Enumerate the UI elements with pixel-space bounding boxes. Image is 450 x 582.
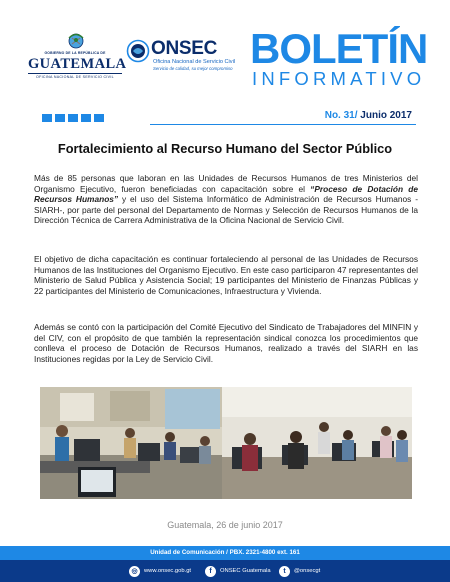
twitter-icon: t [279,566,290,577]
article-headline: Fortalecimiento al Recurso Humano del Sector Público [57,141,393,156]
facebook-text: ONSEC Guatemala [220,568,271,574]
square-ornament [81,114,91,122]
issue-info [325,110,412,121]
facebook-link[interactable] [205,565,271,577]
p1-text-b: y el uso del Sistema Informático de Administración de Recursos Humanos -SIARH-, por parte del personal del Departamento de Normas y Selección de Recursos Humanos de la Dirección Técnica de Carrera Administrativa de la Oficina Nacional de Servicio Civil. [34,194,418,226]
article-paragraph-2: El objetivo de dicha capacitación es continuar fortaleciendo al personal de las Unidades de Recursos Humanos de las Instituciones del Organismo Ejecutivo. En este caso participaron 47 representantes del Ministerio de Salud Pública y Asistencia Social; 19 participantes del Ministerio de Finanzas Públicas y 22 participantes del Ministerio de Comunicaciones, Infraestructura y Vivienda. [34,254,418,296]
onsec-logo [126,38,236,78]
square-ornament [68,114,78,122]
footer-social-bar [0,560,450,582]
gt-office-label: OFICINA NACIONAL DE SERVICIO CIVIL [28,73,122,79]
onsec-name: ONSEC [151,38,218,59]
footer-contact: Unidad de Comunicación / PBX. 2321-4800 ext. 161 [0,546,450,560]
onsec-tagline: Servicio de calidad, su mejor compromiso [153,66,233,71]
issue-divider [150,124,416,125]
onsec-emblem-icon [126,39,150,63]
dateline: Guatemala, 26 de junio 2017 [167,520,283,530]
issue-separator: / [354,110,358,121]
twitter-text: @onsecgt [294,568,321,574]
bulletin-subtitle: INFORMATIVO [252,68,426,89]
bulletin-title: BOLETÍN [250,25,428,72]
square-ornament [42,114,52,122]
article-paragraph-1 [34,173,418,226]
globe-icon: ◎ [129,566,140,577]
website-link[interactable] [129,565,191,577]
facebook-icon: f [205,566,216,577]
issue-month: Junio 2017 [360,110,412,121]
guatemala-government-logo [28,30,127,82]
gt-country-name: GUATEMALA [28,56,127,72]
training-room-image [222,387,412,499]
twitter-link[interactable] [279,565,320,577]
training-photo-1 [40,387,226,499]
coat-of-arms-icon [66,30,86,50]
training-room-image [40,387,226,499]
training-photo-2 [222,387,412,499]
p1-emphasis: “Proceso de Dotación de Recursos Humanos” [34,183,418,205]
square-ornament [55,114,65,122]
gt-government-label: GOBIERNO DE LA REPÚBLICA DE [44,51,106,55]
issue-number: No. 31 [324,110,355,121]
website-text: www.onsec.gob.gt [144,568,192,574]
article-paragraph-3: Además se contó con la participación del Comité Ejecutivo del Sindicato de Trabajadores del MINFIN y del CIV, con el propósito de que también la representación sindical conozca los procedimientos que conlleva el proceso de Dotación de Recursos Humanos, realizado a través del SIARH en las Instituciones regidas por la Ley de Servicio Civil. [34,322,418,364]
onsec-full-name: Oficina Nacional de Servicio Civil [153,59,236,65]
p1-text-a: Más de 85 personas que laboran en las Unidades de Recursos Humanos de tres Ministerios del Organismo Ejecutivo, fueron beneficiadas con capacitación sobre el [34,173,418,194]
square-ornament [94,114,104,122]
